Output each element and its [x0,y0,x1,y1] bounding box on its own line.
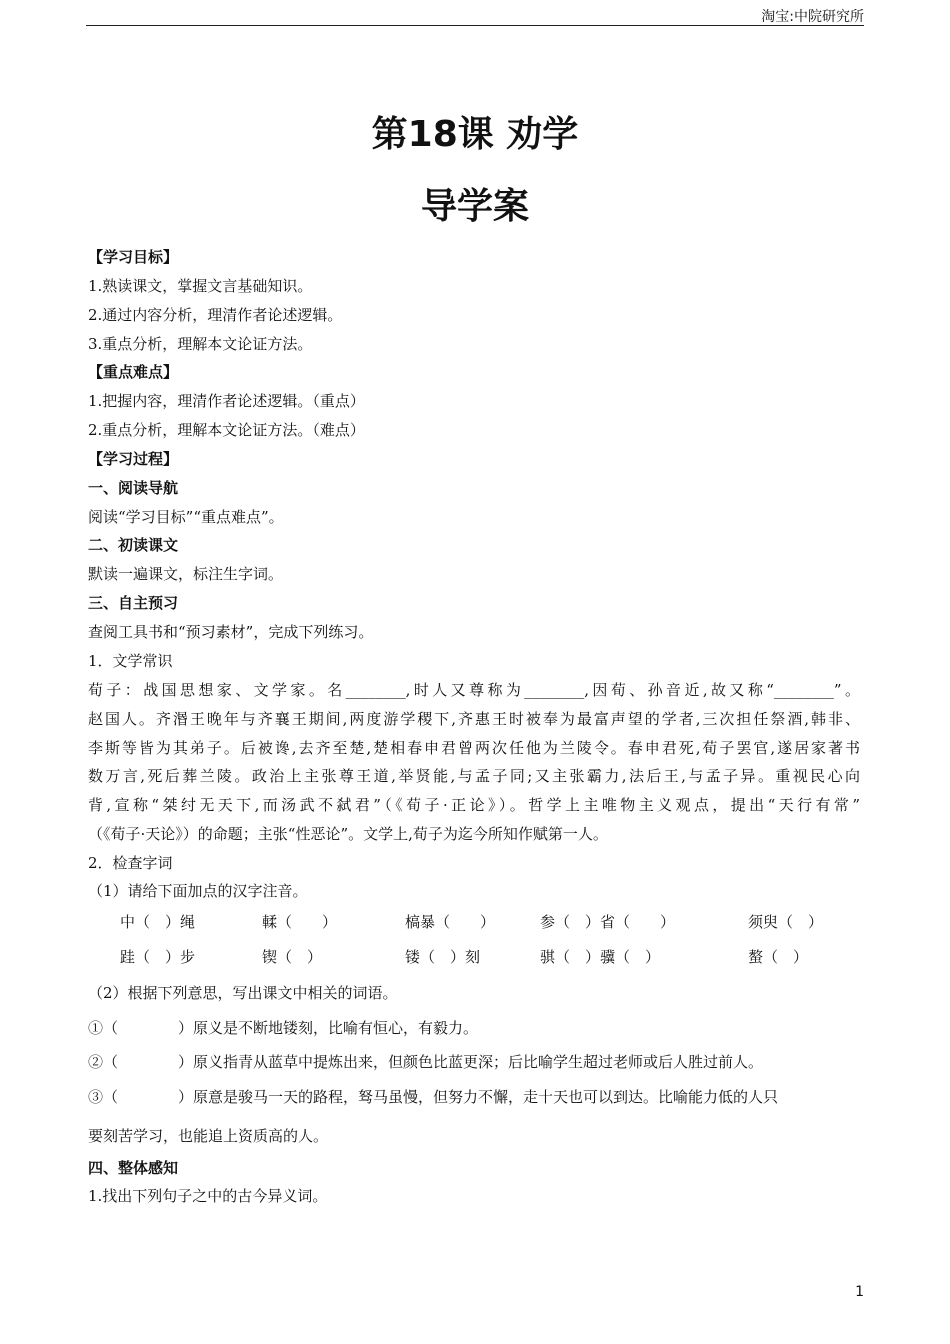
section-title-reading-guide: 一、阅读导航 [88,479,179,497]
idiom-item: ①（ ）原义是不断地镂刻，比喻有恒心，有毅力。 [88,1019,479,1037]
literature-line: 赵国人。齐湣王晚年与齐襄王期间,两度游学稷下,齐惠王时被奉为最富声望的学者,三次担任祭酒,韩非、 [88,710,860,728]
literature-line: 数万言,死后葬兰陵。政治上主张尊王道,举贤能,与孟子同;又主张霸力,法后王,与孟子异。重视民心向 [88,767,860,785]
process-heading: 【学习过程】 [88,450,179,468]
question-pinyin: （1）请给下面加点的汉字注音。 [88,882,308,900]
section-title-self-preview: 三、自主预习 [88,594,179,612]
page-number: 1 [855,1284,864,1300]
literature-title: 1．文学常识 [88,652,173,670]
lesson-title: 第18课 劝学 [371,114,579,155]
literature-line: 李斯等皆为其弟子。后被谗,去齐至楚,楚相春申君曾两次任他为兰陵令。春申君死,荀子罢官,遂居家著书 [88,739,860,757]
key-point-item: 2.重点分析，理解本文论证方法。（难点） [88,421,365,439]
key-point-item: 1.把握内容，理清作者论述逻辑。（重点） [88,392,365,410]
section-text: 1.找出下列句子之中的古今异义词。 [88,1187,328,1205]
pinyin-blank: 骐（ ）骥（ ） [540,948,661,966]
section-text: 默读一遍课文，标注生字词。 [88,565,284,583]
idiom-item: 要刻苦学习，也能追上资质高的人。 [88,1127,329,1145]
question-idioms: （2）根据下列意思，写出课文中相关的词语。 [88,984,398,1002]
pinyin-blank: 锲（ ） [262,948,323,966]
idiom-item: ②（ ）原义指青从蓝草中提炼出来，但颜色比蓝更深；后比喻学生超过老师或后人胜过前人。 [88,1053,764,1071]
literature-line: 荀子：战国思想家、文学家。名________,时人又尊称为________,因荀、孙音近,故又称“________”。 [88,681,860,699]
idiom-item: ③（ ）原意是骏马一天的路程，驽马虽慢，但努力不懈，走十天也可以到达。比喻能力低的人只 [88,1088,779,1106]
header-source-label: 淘宝:中院研究所 [761,9,864,25]
pinyin-blank: 镂（ ）刻 [405,948,481,966]
lesson-subtitle: 导学案 [420,186,529,227]
literature-line: 背,宣称“桀纣无天下,而汤武不弑君”（《荀子·正论》）。哲学上主唯物主义观点，提出“天行有常” [88,796,860,814]
pinyin-blank: 须臾（ ） [748,913,824,931]
pinyin-blank: 中（ ）绳 [120,913,196,931]
literature-line: （《荀子·天论》）的命题；主张“性恶论”。文学上,荀子为迄今所知作赋第一人。 [88,825,608,843]
objectives-heading: 【学习目标】 [88,248,179,266]
objective-item: 1.熟读课文，掌握文言基础知识。 [88,277,313,295]
section-title-first-reading: 二、初读课文 [88,536,179,554]
header-rule [86,25,864,26]
section-title-overall: 四、整体感知 [88,1159,179,1177]
vocab-title: 2．检查字词 [88,854,173,872]
objective-item: 3.重点分析，理解本文论证方法。 [88,335,313,353]
section-text: 查阅工具书和“预习素材”，完成下列练习。 [88,623,374,641]
pinyin-blank: 参（ ）省（ ） [540,913,676,931]
section-text: 阅读“学习目标”“重点难点”。 [88,508,284,526]
pinyin-blank: 槁暴（ ） [405,913,496,931]
pinyin-blank: 輮（ ） [262,913,338,931]
objective-item: 2.通过内容分析，理清作者论述逻辑。 [88,306,343,324]
key-points-heading: 【重点难点】 [88,363,179,381]
pinyin-blank: 螯（ ） [748,948,809,966]
pinyin-blank: 跬（ ）步 [120,948,196,966]
